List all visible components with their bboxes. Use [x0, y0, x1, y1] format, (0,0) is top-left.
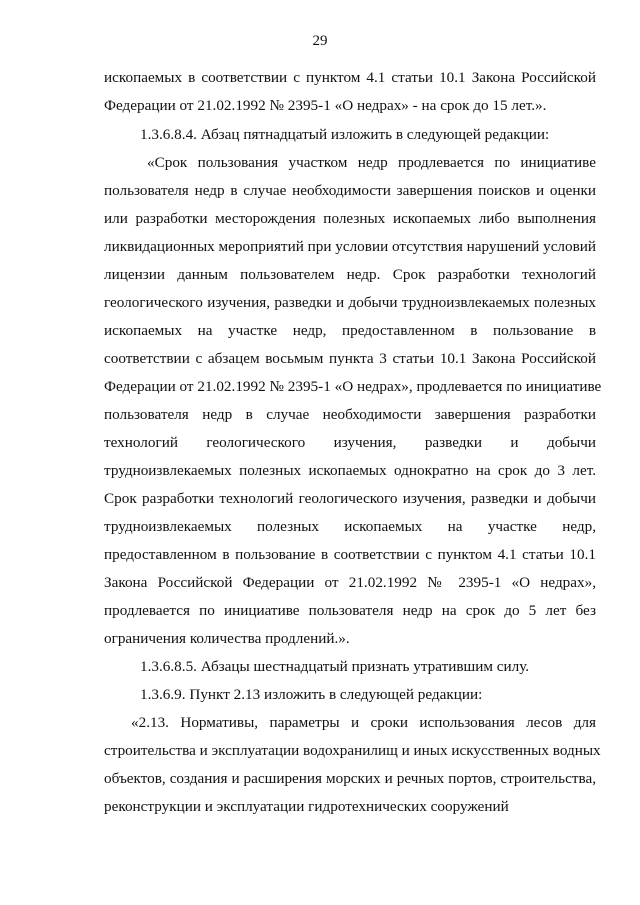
- text-line: трудноизвлекаемых полезных ископаемых на участке недр,: [104, 518, 596, 535]
- page-number: 29: [312, 33, 328, 49]
- text-line: строительства и эксплуатации водохранилищ и иных искусственных водных: [104, 742, 601, 759]
- text-line: геологического изучения, разведки и добычи трудноизвлекаемых полезных: [104, 294, 596, 311]
- text-line: 1.3.6.9. Пункт 2.13 изложить в следующей редакции:: [140, 686, 483, 703]
- text-line: пользователя недр в случае необходимости завершения поисков и оценки: [104, 182, 596, 199]
- text-line: «2.13. Нормативы, параметры и сроки использования лесов для: [131, 714, 596, 731]
- text-line: пользователя недр в случае необходимости завершения разработки: [104, 406, 596, 423]
- text-line: 1.3.6.8.5. Абзацы шестнадцатый признать утратившим силу.: [140, 658, 530, 675]
- text-line: «Срок пользования участком недр продлевается по инициативе: [147, 154, 596, 171]
- text-line: Федерации от 21.02.1992 № 2395-1 «О недрах» - на срок до 15 лет.».: [104, 97, 547, 114]
- text-line: предоставленном в пользование в соответствии с пунктом 4.1 статьи 10.1: [104, 546, 596, 563]
- text-line: ископаемых в соответствии с пунктом 4.1 статьи 10.1 Закона Российской: [104, 69, 596, 86]
- text-line: объектов, создания и расширения морских и речных портов, строительства,: [104, 770, 596, 787]
- text-line: Федерации от 21.02.1992 № 2395-1 «О недрах», продлевается по инициативе: [104, 378, 602, 395]
- text-line: трудноизвлекаемых полезных ископаемых однократно на срок до 3 лет.: [104, 462, 596, 479]
- text-line: Закона Российской Федерации от 21.02.1992 № 2395-1 «О недрах»,: [104, 574, 596, 591]
- text-line: технологий геологического изучения, разведки и добычи: [104, 434, 596, 451]
- text-line: ликвидационных мероприятий при условии отсутствия нарушений условий: [104, 238, 597, 255]
- text-line: Срок разработки технологий геологического изучения, разведки и добычи: [104, 490, 596, 507]
- text-line: продлевается по инициативе пользователя недр на срок до 5 лет без: [104, 602, 596, 619]
- text-line: ограничения количества продлений.».: [104, 630, 350, 647]
- text-line: соответствии с абзацем восьмым пункта 3 статьи 10.1 Закона Российской: [104, 350, 596, 367]
- text-line: ископаемых на участке недр, предоставленном в пользование в: [104, 322, 596, 339]
- text-line: 1.3.6.8.4. Абзац пятнадцатый изложить в следующей редакции:: [140, 126, 550, 143]
- text-line: лицензии данным пользователем недр. Срок разработки технологий: [104, 266, 596, 283]
- text-line: реконструкции и эксплуатации гидротехнических сооружений: [104, 798, 509, 815]
- text-line: или разработки месторождения полезных ископаемых либо выполнения: [104, 210, 596, 227]
